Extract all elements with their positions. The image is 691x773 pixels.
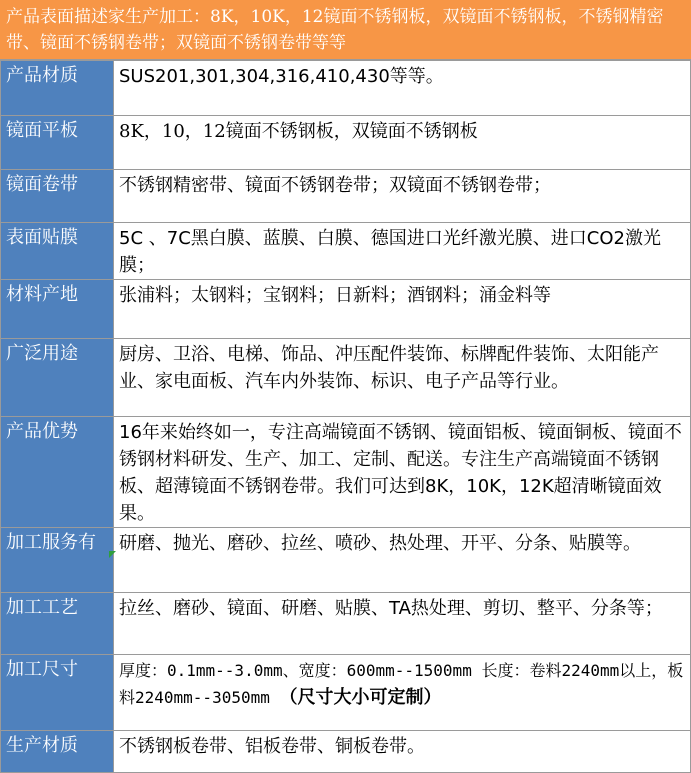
- table-row: [1, 61, 691, 116]
- row-label-mirror-sheet: 镜面平板: [1, 116, 114, 170]
- cell-comment-marker-icon: [109, 551, 116, 558]
- header-banner: 产品表面描述家生产加工：8K，10K，12镜面不锈钢板，双镜面不锈钢板，不锈钢精密带、镜面不锈钢卷带；双镜面不锈钢卷带等等: [0, 0, 691, 60]
- row-label-material: 产品材质: [1, 61, 114, 116]
- table-row: [1, 528, 691, 593]
- row-value-origin: 张浦料；太钢料；宝钢料；日新料；酒钢料；涌金料等: [114, 280, 691, 339]
- row-value-advantage: 16年来始终如一，专注高端镜面不锈钢、镜面铝板、镜面铜板、镜面不锈钢材料研发、生产、加工、定制、配送。专注生产高端镜面不锈钢板、超薄镜面不锈钢卷带。我们可达到8K，10K，12K超清晰镜面效果。: [114, 417, 691, 528]
- table-row: [1, 655, 691, 731]
- row-value-production-material: 不锈钢板卷带、铝板卷带、铜板卷带。: [114, 731, 691, 773]
- size-spec-text: 厚度：0.1mm--3.0mm、宽度：600mm--1500mm 长度：卷料2240mm以上，板料2240mm--3050mm: [119, 661, 684, 707]
- row-value-material: SUS201,301,304,316,410,430等等。: [114, 61, 691, 116]
- row-value-film: 5C 、7C黑白膜、蓝膜、白膜、德国进口光纤激光膜、进口CO2激光膜；: [114, 223, 691, 280]
- row-label-mirror-coil: 镜面卷带: [1, 170, 114, 223]
- row-value-mirror-sheet: 8K，10，12镜面不锈钢板，双镜面不锈钢板: [114, 116, 691, 170]
- row-label-origin: 材料产地: [1, 280, 114, 339]
- table-row: [1, 593, 691, 655]
- row-label-size: 加工尺寸: [1, 655, 114, 731]
- row-label-usage: 广泛用途: [1, 339, 114, 417]
- table-row: [1, 417, 691, 528]
- row-value-process: 拉丝、磨砂、镜面、研磨、贴膜、TA热处理、剪切、整平、分条等；: [114, 593, 691, 655]
- row-value-services: 研磨、抛光、磨砂、拉丝、喷砂、热处理、开平、分条、贴膜等。: [114, 528, 691, 593]
- spec-table: [0, 60, 691, 773]
- row-label-production-material: 生产材质: [1, 731, 114, 773]
- row-value-mirror-coil: 不锈钢精密带、镜面不锈钢卷带；双镜面不锈钢卷带；: [114, 170, 691, 223]
- table-row: [1, 170, 691, 223]
- row-value-size: [114, 655, 691, 731]
- table-row: [1, 731, 691, 773]
- row-label-film: 表面贴膜: [1, 223, 114, 280]
- size-custom-note: （尺寸大小可定制）: [279, 687, 442, 708]
- table-row: [1, 223, 691, 280]
- row-label-advantage: 产品优势: [1, 417, 114, 528]
- table-row: [1, 280, 691, 339]
- table-row: [1, 116, 691, 170]
- row-label-services: 加工服务有: [1, 528, 114, 593]
- row-label-process: 加工工艺: [1, 593, 114, 655]
- row-value-usage: 厨房、卫浴、电梯、饰品、冲压配件装饰、标牌配件装饰、太阳能产业、家电面板、汽车内外装饰、标识、电子产品等行业。: [114, 339, 691, 417]
- table-row: [1, 339, 691, 417]
